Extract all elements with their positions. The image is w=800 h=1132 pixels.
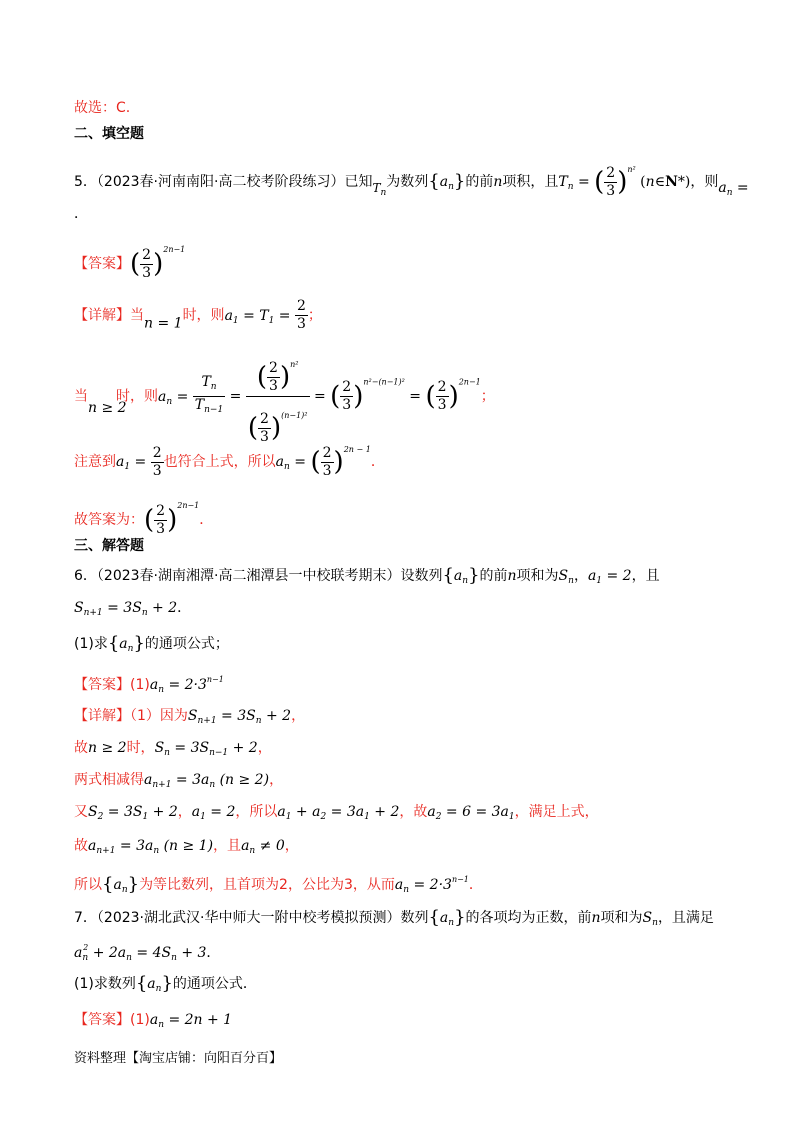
question-6-detail-5: 故$a_{n+1} = 3a_n$ (n ≥ 1)，且$a_n \ne 0$，	[74, 838, 299, 856]
question-6-detail-6: 所以$\{a_n\}$为等比数列，且首项为2，公比为3，从而$a_n = 2\cdot 3^{n-1}$．	[74, 874, 483, 895]
footer-source: 资料整理【淘宝店铺：向阳百分百】	[74, 1051, 283, 1066]
question-5-stem: 5．（2023春·河南南阳·高二校考阶段练习）已知$T_n$为数列$\{a_n\}$的前n项积，且$T_n$ = ( $\frac{2}{3}$ )$^{n^2}$ (n∈N*)，则$a_n$ =	[74, 164, 749, 199]
prev-answer: 故选：C.	[74, 100, 131, 116]
question-6-stem: 6．（2023春·湖南湘潭·高二湘潭县一中校联考期末）设数列$\{a_n\}$的前n项和为$S_n$，$a_1 = 2$，且	[74, 565, 660, 586]
question-5-detail-2: 当 时，则$a_n$ = $\frac{T_n}{T_{n-1}}$ = ( $\frac{2}{3}$ )$^{n^2}$ ( $\frac{2}{3}$ )$^{(n-1)^2}$ = ( $\frac{2}{3}$ )$^{n^2-(n-1)^2}$ = ( $\frac{2}{3}$ )$^{2n-1}$；	[74, 346, 495, 447]
question-7-stem-2: $a_n^2 + 2a_n = 4S_n + 3$．	[74, 943, 221, 963]
question-5-detail-1: 【详解】当n = 1时，则$a_1 = T_1$ = $\frac{2}{3}$ ；	[74, 298, 322, 332]
question-6-stem-2: $S_{n+1} = 3S_n + 2$．	[74, 600, 192, 618]
question-6-detail-2: 故n ≥ 2时，$S_n = 3S_{n-1} + 2$，	[74, 740, 272, 758]
question-5-answer: 【答案】( $\frac{2}{3}$ )$^{2n-1}$	[74, 245, 186, 281]
question-6-answer: 【答案】$(1)a_n = 2\cdot 3^{n-1}$	[74, 675, 224, 695]
section-heading-solutions: 三、解答题	[74, 538, 144, 554]
question-5-blank-end: ．	[74, 206, 88, 222]
question-6-detail-1: 【详解】（1）因为$S_{n+1} = 3S_n + 2$，	[74, 708, 306, 726]
question-7-part-1: (1)求数列$\{a_n\}$的通项公式．	[74, 973, 257, 994]
question-5-final: 故答案为：( $\frac{2}{3}$ )$^{2n-1}$．	[74, 501, 214, 537]
question-7-stem: 7．（2023·湖北武汉·华中师大一附中校考模拟预测）数列$\{a_n\}$的各项均为正数，前n项和为$S_n$，且满足	[74, 907, 714, 928]
question-5-condition: n ≥ 2	[88, 400, 127, 416]
section-heading-fill-blank: 二、填空题	[74, 126, 144, 142]
question-7-answer: 【答案】$(1)a_n = 2n + 1$	[74, 1012, 233, 1030]
question-6-detail-4: 又$S_2 = 3S_1 + 2$，$a_1 = 2$，所以$a_1 + a_2 = 3a_1 + 2$，故$a_2 = 6 = 3a_1$，满足上式，	[74, 804, 599, 822]
question-6-detail-3: 两式相减得$a_{n+1} = 3a_n$ (n ≥ 2)，	[74, 772, 284, 790]
question-6-part-1: (1)求$\{a_n\}$的通项公式；	[74, 633, 229, 654]
question-5-detail-3: 注意到$a_1$ = $\frac{2}{3}$ 也符合上式，所以$a_n$ = ( $\frac{2}{3}$ )$^{2n - 1}$．	[74, 444, 385, 479]
